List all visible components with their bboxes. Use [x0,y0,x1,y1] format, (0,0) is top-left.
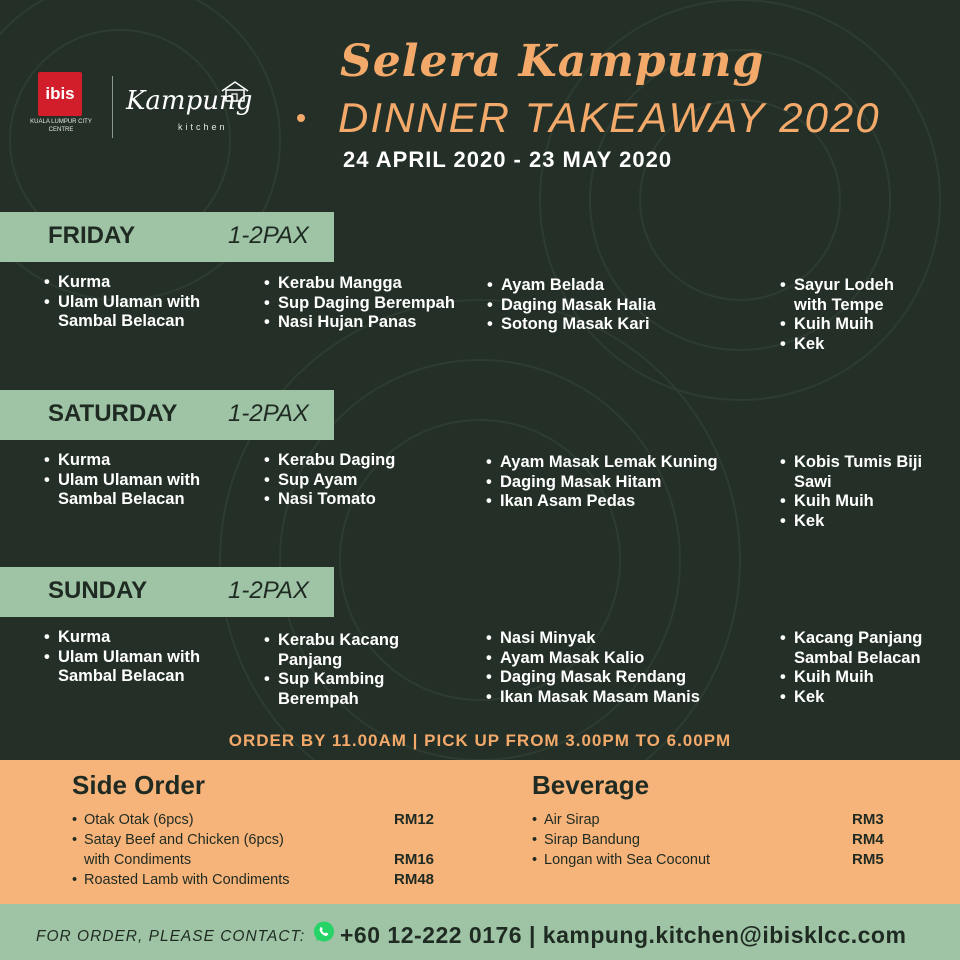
menu-column [780,453,922,531]
menu-item: • Sup Ayam [264,471,395,491]
menu-item: • Kek [780,688,922,708]
contact-label: FOR ORDER, PLEASE CONTACT: [36,928,306,945]
title-dot [297,114,305,122]
menu-item: • Kacang Panjang [780,629,922,649]
day-pax: 1-2PAX [228,400,309,427]
menu-column [44,273,200,332]
menu-item: • Daging Masak Hitam [486,473,718,493]
menu-item: • Kobis Tumis Biji [780,453,922,473]
day-banner-saturday [0,390,334,440]
title-script: Selera Kampung [340,36,765,87]
menu-item: Berempah [278,689,359,708]
menu-item: • Kek [780,335,894,355]
side-order-heading: Side Order [72,770,205,800]
side-order-item: • Otak Otak (6pcs) RM12 [72,811,435,828]
menu-item: Sambal Belacan [794,648,921,667]
beverage-item: • Sirap Bandung RM4 [532,831,884,848]
side-order-item: • Satay Beef and Chicken (6pcs) [72,832,284,848]
menu-item: • Sup Kambing [264,670,399,690]
menu-item: • Ikan Asam Pedas [486,492,718,512]
day-pax: 1-2PAX [228,222,309,249]
menu-column [44,628,200,687]
menu-column [264,451,395,510]
menu-item: • Ayam Masak Lemak Kuning [486,453,718,473]
menu-item: • Kerabu Kacang [264,631,399,651]
whatsapp-icon [312,920,336,944]
menu-item: • Ikan Masak Masam Manis [486,688,700,708]
menu-column [44,451,200,510]
menu-item: • Nasi Hujan Panas [264,313,455,333]
order-note: ORDER BY 11.00AM | PICK UP FROM 3.00PM TO 6.00PM [228,731,732,750]
day-name: FRIDAY [48,222,136,249]
menu-item: • Nasi Tomato [264,490,395,510]
menu-column [780,629,922,707]
menu-item: • Kerabu Mangga [264,274,455,294]
menu-item: with Tempe [794,295,884,314]
item-name: Sirap Bandung [544,832,640,848]
item-price: RM5 [852,851,884,868]
day-name: SUNDAY [48,577,148,604]
beverage-heading: Beverage [532,770,650,800]
menu-item: Sawi [794,472,832,491]
menu-item: • Daging Masak Rendang [486,668,700,688]
day-banner-sunday [0,567,334,617]
menu-item: • Kuih Muih [780,315,894,335]
side-order-item: • Roasted Lamb with Condiments RM48 [72,871,435,888]
contact-details[interactable]: +60 12-222 0176 | kampung.kitchen@ibisklcc.com [340,922,907,948]
menu-item: • Kuih Muih [780,492,922,512]
menu-item: • Nasi Minyak [486,629,700,649]
ibis-logo-badge: ibis [38,72,82,116]
menu-item: • Ayam Masak Kalio [486,649,700,669]
side-order-item [72,850,442,870]
side-order-list [72,810,442,890]
side-order-panel [0,760,960,904]
item-name: Otak Otak (6pcs) [84,812,194,828]
menu-item: • Kek [780,512,922,532]
item-price: RM3 [852,811,884,828]
day-name: SATURDAY [48,400,178,427]
logo-group [30,72,270,142]
ibis-location: KUALA LUMPUR CITY CENTRE [30,119,92,133]
menu-item: Sambal Belacan [58,490,185,508]
menu-item: • Ulam Ulaman with [44,471,200,491]
menu-column [264,631,399,709]
menu-item: Sambal Belacan [58,667,185,685]
ibis-logo [30,72,92,138]
item-price: RM12 [394,811,435,828]
menu-item: Sambal Belacan [58,312,185,330]
day-pax: 1-2PAX [228,577,309,604]
date-range: 24 APRIL 2020 - 23 MAY 2020 [343,147,673,172]
menu-item: • Kerabu Daging [264,451,395,471]
menu-column [486,629,700,707]
contact-footer [0,904,960,960]
day-banner-friday [0,212,334,262]
menu-column [264,274,455,333]
menu-item: Panjang [278,650,343,669]
menu-item: • Kuih Muih [780,668,922,688]
item-name: Satay Beef and Chicken (6pcs) [84,832,284,848]
menu-item: • Kurma [44,273,200,293]
kampung-logo-sub: kitchen [178,122,228,132]
item-name: Longan with Sea Coconut [544,852,711,868]
item-name: Roasted Lamb with Condiments [84,872,290,888]
menu-column [487,276,656,335]
menu-item: • Ulam Ulaman with [44,648,200,668]
item-name: Air Sirap [544,812,600,828]
menu-item: • Sup Daging Berempah [264,294,455,314]
kampung-kitchen-logo [126,80,266,136]
item-price: RM4 [852,831,884,848]
menu-column [780,276,894,354]
item-name: with Condiments [84,852,192,868]
menu-column [486,453,718,512]
kampung-logo-text: Kampung [126,86,253,116]
menu-item: • Daging Masak Halia [487,296,656,316]
page-title: DINNER TAKEAWAY 2020 [338,94,881,141]
menu-item: • Sotong Masak Kari [487,315,656,335]
menu-item: • Sayur Lodeh [780,276,894,296]
logo-divider [112,76,113,138]
menu-item: • Ulam Ulaman with [44,293,200,313]
house-icon [220,80,250,102]
item-price: RM16 [394,851,435,868]
menu-item: • Kurma [44,451,200,471]
beverage-item: • Longan with Sea Coconut RM5 [532,851,884,868]
menu-item: • Ayam Belada [487,276,656,296]
beverage-list [532,810,892,870]
beverage-item: • Air Sirap RM3 [532,811,884,828]
menu-item: • Kurma [44,628,200,648]
item-price: RM48 [394,871,435,888]
